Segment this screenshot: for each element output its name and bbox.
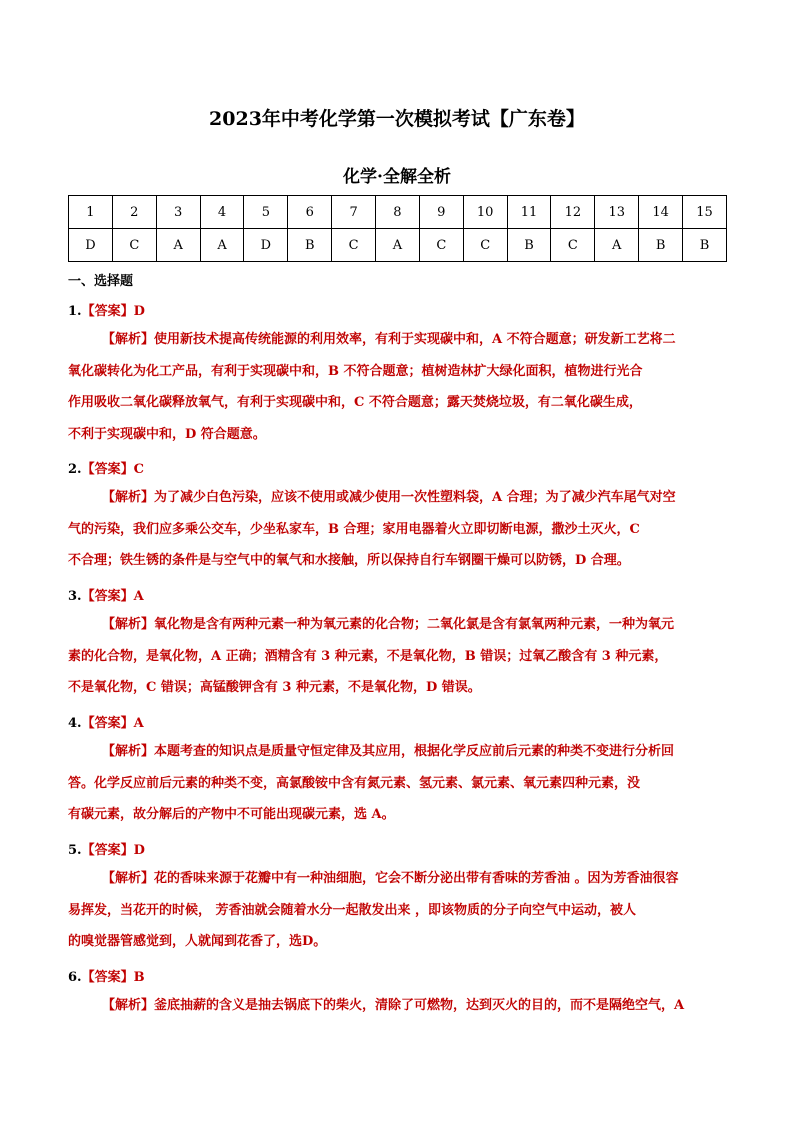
analysis-line [68, 895, 722, 927]
answer-cell: A [200, 229, 244, 262]
question-number-cell: 9 [419, 196, 463, 229]
analysis-text: 花的香味来源于花瓣中有一种油细胞，它会不断分泌出带有香味的芳香油 。因为芳香油很容 [154, 871, 679, 886]
answer-cell: B [639, 229, 683, 262]
analysis-text: 不合理；铁生锈的条件是与空气中的氧气和水接触，所以保持自行车钢圈干燥可以防锈，D 合理。 [68, 553, 630, 568]
analysis-text: 使用新技术提高传统能源的利用效率，有利于实现碳中和，A 不符合题意；研发新工艺将二 [154, 332, 676, 347]
analysis-text: 作用吸收二氧化碳释放氧气，有利于实现碳中和，C 不符合题意；露天焚烧垃圾，有二氧化碳生成， [68, 395, 642, 410]
analysis-text: 不是氧化物，C 错误；高锰酸钾含有 3 种元素，不是氧化物，D 错误。 [68, 680, 481, 695]
question-number-cell: 5 [244, 196, 288, 229]
answer-line [68, 839, 145, 858]
analysis-text: 素的化合物，是氧化物，A 正确；酒精含有 3 种元素，不是氧化物，B 错误；过氧乙酸含有 3 种元素， [68, 648, 668, 664]
analysis-line [68, 387, 722, 419]
question-number-cell: 15 [683, 196, 727, 229]
analysis-tag: 【解析】 [102, 871, 155, 886]
question-number-cell: 1 [69, 196, 113, 229]
answer-table-number-row [69, 196, 727, 229]
answer-letter: D [133, 843, 145, 858]
page-subtitle: 化学·全解全析 [343, 167, 451, 187]
analysis-paragraph [102, 990, 722, 1022]
question-number: 5. [68, 843, 82, 858]
answer-cell: B [288, 229, 332, 262]
analysis-text: 的嗅觉器管感觉到，人就闻到花香了，选D。 [68, 934, 327, 949]
analysis-line [68, 419, 722, 451]
answer-line [68, 458, 144, 477]
analysis-text: 答。化学反应前后元素的种类不变，高氯酸铵中含有氮元素、氢元素、氯元素、氧元素四种元素，没 [68, 775, 641, 791]
question-number: 4. [68, 716, 82, 731]
answer-cell: A [156, 229, 200, 262]
answer-tag: 【答案】 [81, 970, 134, 985]
answer-cell: B [683, 229, 727, 262]
analysis-line [68, 514, 722, 546]
question-number-cell: 8 [376, 196, 420, 229]
analysis-paragraph [68, 609, 722, 704]
answer-line [68, 966, 145, 985]
analysis-tag: 【解析】 [102, 332, 155, 347]
answer-cell: C [332, 229, 376, 262]
analysis-paragraph [68, 863, 722, 958]
answer-line [68, 585, 144, 604]
answer-letter: C [133, 462, 144, 477]
question-number-cell: 6 [288, 196, 332, 229]
analysis-text: 本题考查的知识点是质量守恒定律及其应用，根据化学反应前后元素的种类不变进行分析回 [154, 744, 675, 759]
question-number-cell: 14 [639, 196, 683, 229]
analysis-text: 氧化碳转化为化工产品，有利于实现碳中和，B 不符合题意；植树造林扩大绿化面积，植物进行光合 [68, 363, 643, 379]
answer-tag: 【答案】 [81, 304, 134, 319]
answer-tag: 【答案】 [81, 843, 134, 858]
analysis-line [68, 641, 722, 673]
answer-table [68, 195, 727, 262]
question-number-cell: 10 [463, 196, 507, 229]
question-number-cell: 4 [200, 196, 244, 229]
analysis-line [68, 799, 722, 831]
analysis-text: 不利于实现碳中和，D 符合题意。 [68, 426, 266, 442]
answer-letter: D [133, 304, 145, 319]
analysis-line [68, 926, 722, 958]
analysis-paragraph [68, 482, 722, 577]
answer-cell: A [376, 229, 420, 262]
answer-cell: D [69, 229, 113, 262]
analysis-tag: 【解析】 [102, 490, 155, 505]
question-number: 6. [68, 970, 82, 985]
question-number-cell: 7 [332, 196, 376, 229]
answer-letter: B [133, 970, 145, 985]
answer-letter: A [133, 589, 144, 604]
answer-cell: A [595, 229, 639, 262]
section-heading: 一、选择题 [68, 274, 134, 289]
analysis-line [102, 324, 722, 356]
question-number: 3. [68, 589, 82, 604]
answer-line [68, 300, 145, 319]
analysis-text: 釜底抽薪的含义是抽去锅底下的柴火，清除了可燃物，达到灭火的目的，而不是隔绝空气，A [154, 998, 685, 1013]
answer-cell: B [507, 229, 551, 262]
analysis-line [102, 863, 722, 895]
analysis-text: 为了减少白色污染，应该不使用或减少使用一次性塑料袋，A 合理；为了减少汽车尾气对空 [154, 490, 676, 505]
question-number-cell: 2 [112, 196, 156, 229]
answer-cell: C [419, 229, 463, 262]
analysis-line [68, 356, 722, 388]
analysis-paragraph [68, 324, 722, 450]
analysis-line [102, 990, 722, 1022]
answer-line [68, 712, 144, 731]
analysis-line [68, 672, 722, 704]
answer-tag: 【答案】 [81, 589, 134, 604]
analysis-line [102, 609, 722, 641]
analysis-text: 气的污染，我们应多乘公交车，少坐私家车，B 合理；家用电器着火立即切断电源，撒沙土灭火，C [68, 521, 640, 537]
question-number-cell: 13 [595, 196, 639, 229]
analysis-text: 易挥发，当花开的时候， 芳香油就会随着水分一起散发出来 ，即该物质的分子向空气中运动，被人 [68, 902, 637, 918]
answer-cell: C [112, 229, 156, 262]
analysis-line [68, 545, 722, 577]
analysis-paragraph [68, 736, 722, 831]
answer-tag: 【答案】 [81, 716, 134, 731]
answer-cell: C [463, 229, 507, 262]
question-number-cell: 3 [156, 196, 200, 229]
analysis-line [102, 482, 722, 514]
analysis-text: 氧化物是含有两种元素一种为氧元素的化合物；二氧化氯是含有氯氧两种元素，一种为氧元 [154, 617, 675, 632]
answer-cell: C [551, 229, 595, 262]
question-number-cell: 12 [551, 196, 595, 229]
analysis-line [68, 768, 722, 800]
analysis-tag: 【解析】 [102, 744, 155, 759]
answer-letter: A [133, 716, 144, 731]
answer-table-answer-row [69, 229, 727, 262]
page-title: 2023年中考化学第一次模拟考试【广东卷】 [209, 108, 585, 130]
question-number-cell: 11 [507, 196, 551, 229]
question-number: 2. [68, 462, 82, 477]
analysis-line [102, 736, 722, 768]
analysis-tag: 【解析】 [102, 998, 155, 1013]
answer-cell: D [244, 229, 288, 262]
question-number: 1. [68, 304, 82, 319]
analysis-tag: 【解析】 [102, 617, 155, 632]
answer-tag: 【答案】 [81, 462, 134, 477]
analysis-text: 有碳元素，故分解后的产物中不可能出现碳元素，选 A。 [68, 807, 395, 822]
